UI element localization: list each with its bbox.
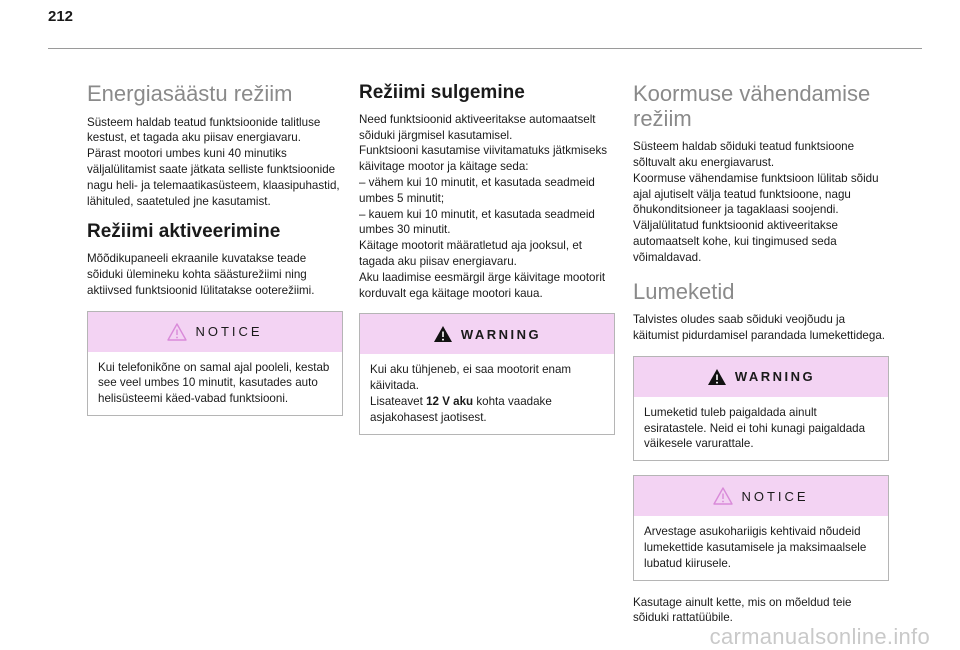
- text-line: helisüsteemi käed-vabad funktsiooni.: [98, 392, 289, 406]
- exit-mode-text: [359, 112, 615, 302]
- warning-title: WARNING: [734, 369, 816, 385]
- text-line: Mõõdikupaneeli ekraanile kuvatakse teade: [87, 252, 307, 266]
- text-line: sõltuvalt aku energiavarust.: [633, 156, 775, 170]
- text-line: Aku laadimise eesmärgil ärge käivitage mootorit: [359, 270, 606, 284]
- notice-body: [634, 516, 888, 579]
- text-line: käivitage mootor ja käitage seda:: [359, 160, 529, 174]
- text-line: väljalülitamist saate jätkata selliste funktsioonide: [87, 163, 336, 177]
- warning-body: [634, 397, 888, 460]
- text-line: nagu heli- ja telemaatikasüsteem, klaasipuhastid,: [87, 178, 340, 192]
- warning-header: [360, 314, 614, 354]
- text-line: lumekettide kasutamisele ja maksimaalsele: [644, 541, 867, 555]
- notice-title: NOTICE: [195, 324, 263, 340]
- text-line: käitumist pidurdamisel parandada lumekettidega.: [633, 329, 885, 343]
- warning-header: [634, 357, 888, 397]
- text-line: Süsteem haldab sõiduki teatud funktsioone: [633, 140, 855, 154]
- column-1: [87, 72, 343, 430]
- notice-triangle-icon: [713, 487, 733, 505]
- load-reduction-text: [633, 139, 889, 265]
- snow-chains-text: [633, 312, 889, 344]
- section-title-energy-saving: Energiasäästu režiim: [87, 81, 293, 106]
- title-line: Koormuse vähendamise: [633, 81, 871, 106]
- notice-box: [87, 311, 343, 416]
- text-line: Kui aku tühjeneb, ei saa mootorit enam: [370, 363, 572, 377]
- text-line: sõiduki ülemineku kohta säästurežiimi ning: [87, 268, 307, 281]
- text-line: Käitage mootorit määratletud aja jooksul, et: [359, 239, 582, 253]
- notice-header: [634, 476, 888, 516]
- notice-body: [88, 352, 342, 415]
- warning-triangle-icon: [707, 368, 727, 386]
- text-line: Pärast mootori umbes kuni 40 minutiks: [87, 147, 287, 161]
- text-line: lähituled, saatetuled jne kasutamist.: [87, 194, 271, 208]
- text-line: umbes 5 minutit;: [359, 191, 445, 205]
- notice-box: [633, 475, 889, 580]
- text-line: korduvalt ega käitage mootori kaua.: [359, 286, 543, 300]
- chains-footer-text: [633, 595, 889, 627]
- top-divider: [48, 48, 922, 49]
- warning-box: [633, 356, 889, 461]
- text-line: Väljalülitatud funktsioonid aktiveeritakse: [633, 219, 838, 233]
- text-line: aktiivsed funktsioonid lülitatakse ooterežiimi.: [87, 283, 315, 297]
- section-title-activation: Režiimi aktiveerimine: [87, 221, 281, 243]
- text-line: Kasutage ainult kette, mis on mõeldud teie: [633, 595, 852, 609]
- text-fragment: kohta vaadake: [473, 394, 552, 408]
- text-line: Funktsiooni kasutamise viivitamatuks jätkmiseks: [359, 144, 608, 158]
- text-fragment: Lisateavet: [370, 394, 427, 408]
- watermark: carmanualsonline.info: [709, 624, 930, 649]
- text-line: kestust, et tagada aku piisav energiavaru.: [87, 131, 301, 145]
- text-line: lubatud kiirusele.: [644, 556, 732, 570]
- text-line: Lumeketid tuleb paigaldada ainult: [644, 405, 817, 419]
- text-line: Need funktsioonid aktiveeritakse automaatselt: [359, 112, 596, 126]
- energy-saving-text: [87, 115, 343, 210]
- text-line: õhukonditsioneer ja tagaklaasi soojendi.: [633, 203, 839, 217]
- text-line: see veel umbes 10 minutit, kasutades auto: [98, 376, 318, 390]
- text-line: sõiduki järgmisel kasutamisel.: [359, 128, 513, 142]
- text-line: automaatselt kohe, kui tingimused seda: [633, 235, 837, 249]
- page-number: 212: [48, 8, 74, 25]
- text-line: – vähem kui 10 minutit, et kasutada seadmeid: [359, 175, 595, 189]
- warning-box: [359, 313, 615, 434]
- text-line: Koormuse vähendamise funktsioon lülitab sõidu: [633, 171, 879, 185]
- title-line: režiim: [633, 105, 692, 131]
- text-line: väikesele varurattale.: [644, 437, 754, 451]
- activation-text: [87, 251, 343, 298]
- column-3: [633, 72, 889, 638]
- text-line: Talvistes oludes saab sõiduki veojõudu ja: [633, 313, 846, 327]
- text-line: võimaldavad.: [633, 250, 702, 264]
- text-line: Arvestage asukohariigis kehtivaid nõudeid: [644, 525, 861, 539]
- text-line: ajal ajutiselt välja teatud funktsioone, nagu: [633, 187, 851, 201]
- notice-header: [88, 312, 342, 352]
- text-line: umbes 30 minutit.: [359, 223, 451, 237]
- section-title-snow-chains: Lumeketid: [633, 278, 735, 304]
- battery-term: 12 V aku: [426, 394, 474, 408]
- text-line: asjakohasest jaotisest.: [370, 410, 487, 424]
- text-line: sõiduki rattatüübile.: [633, 611, 733, 625]
- text-line: Süsteem haldab teatud funktsioonide talitluse: [87, 115, 321, 129]
- text-line: tagada aku piisav energiavaru.: [359, 254, 517, 268]
- text-line: – kauem kui 10 minutit, et kasutada seadmeid: [359, 207, 595, 221]
- warning-title: WARNING: [460, 326, 542, 342]
- section-title-load-reduction: [633, 82, 889, 131]
- column-2: [359, 82, 615, 449]
- text-line: käivitada.: [370, 379, 419, 393]
- text-line: [370, 394, 604, 410]
- text-line: Kui telefonikõne on samal ajal pooleli, kestab: [98, 360, 330, 374]
- notice-title: NOTICE: [741, 488, 809, 504]
- text-line: esiratastele. Neid ei tohi kunagi paigaldada: [644, 421, 866, 435]
- warning-triangle-icon: [433, 325, 453, 343]
- warning-body: [360, 354, 614, 433]
- notice-triangle-icon: [167, 323, 187, 341]
- section-title-exit-mode: Režiimi sulgemine: [359, 82, 525, 103]
